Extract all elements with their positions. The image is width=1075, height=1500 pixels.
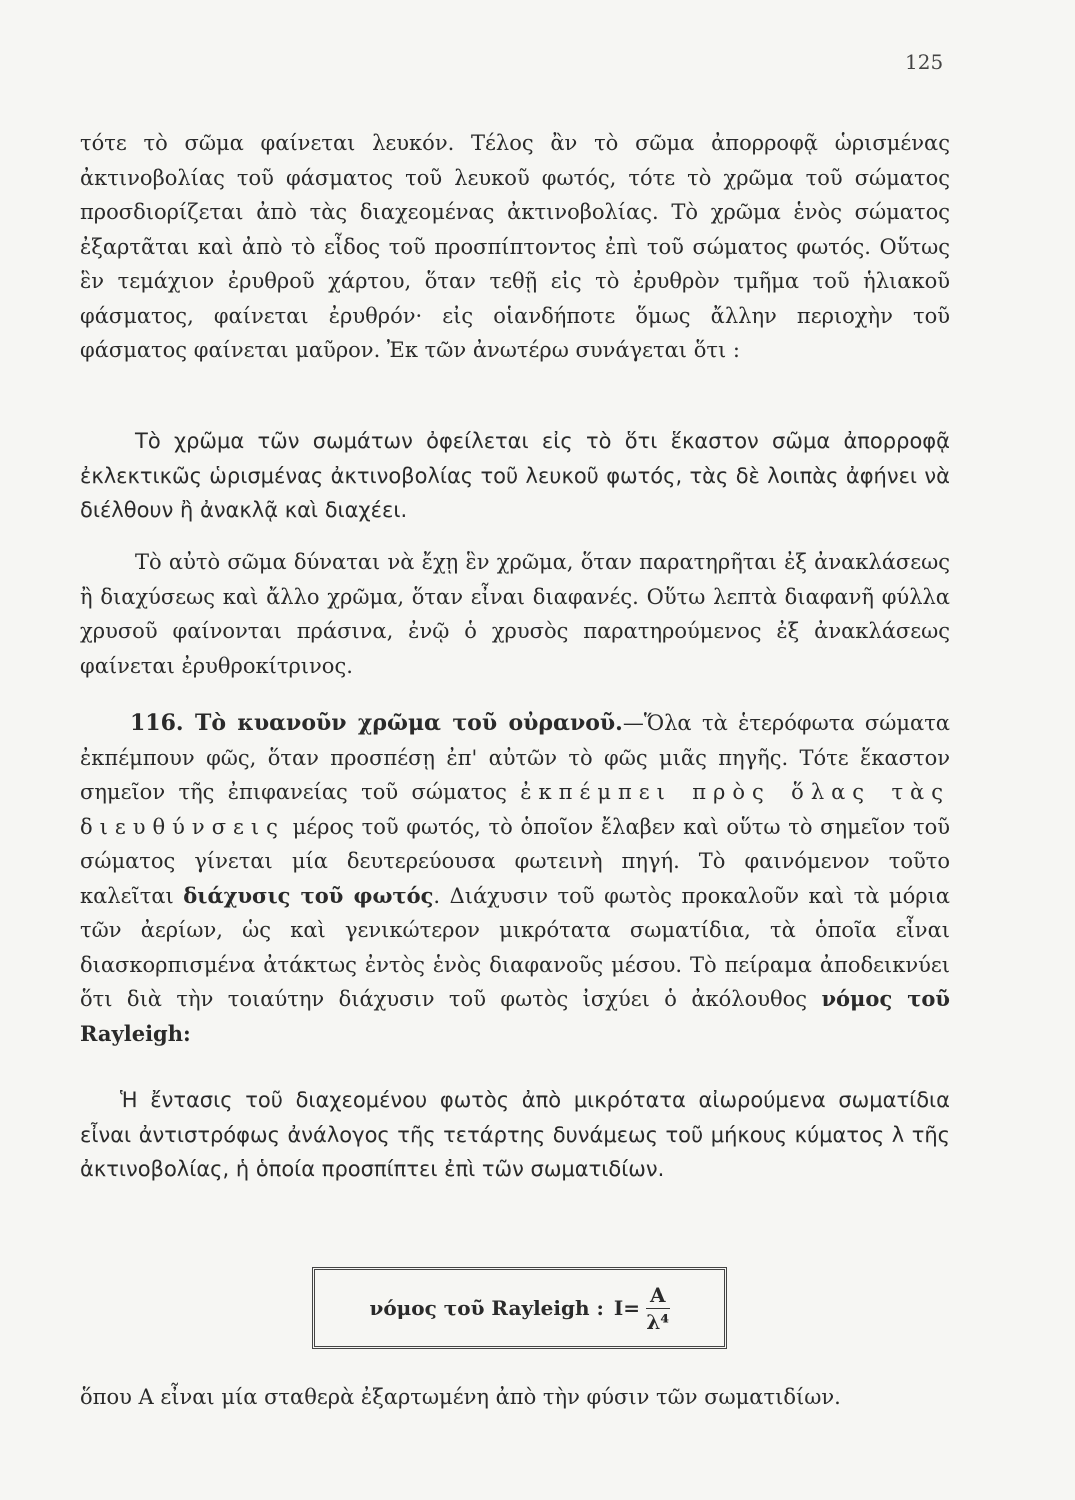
formula-lhs: I= (613, 1296, 641, 1320)
final-line: ὅπου A εἶναι μία σταθερὰ ἐξαρτωμένη ἀπὸ τὴν φύσιν τῶν σωματιδίων. (80, 1385, 841, 1409)
page-number: 125 (905, 50, 944, 74)
section-116 (80, 706, 950, 1051)
paragraph-reflection-transmission: Τὸ αὐτὸ σῶμα δύναται νὰ ἔχῃ ἓν χρῶμα, ὅταν παρατηρῆται ἐξ ἀνακλάσεως ἢ διαχύσεως καὶ ἄλλο χρῶμα, ὅταν εἶναι διαφανές. Οὕτω λεπτὰ διαφανῆ φύλλα χρυσοῦ φαίνονται πράσινα, ἐνῷ ὁ χρυσὸς παρατηρούμενος ἐξ ἀνακλάσεως φαίνεται ἐρυθροκίτρινος. (80, 550, 950, 678)
rule-color-selective-absorption: Τὸ χρῶμα τῶν σωμάτων ὀφείλεται εἰς τὸ ὅτι ἕκαστον σῶμα ἀπορροφᾷ ἐκλεκτικῶς ὡρισμένας ἀκτινοβολίας τοῦ λευκοῦ φωτός, τὰς δὲ λοιπὰς ἀφήνει νὰ διέλθουν ἢ ἀνακλᾷ καὶ διαχέει. (80, 429, 950, 522)
formula-label: νόμος τοῦ Rayleigh : (369, 1296, 604, 1320)
section-text-c: . Διάχυσιν τοῦ φωτὸς προκαλοῦν καὶ τὰ μόρια τῶν ἀερίων, ὡς καὶ γενικώτερον μικρότατα σωματίδια, τὰ ὁποῖα εἶναι διασκορπισμένα ἀτάκτως ἐντὸς ἑνὸς διαφανοῦς μέσου. Τὸ πείραμα ἀποδεικνύει ὅτι διὰ τὴν τοιαύτην διάχυσιν τοῦ φωτὸς ἰσχύει ὁ ἀκόλουθος (80, 883, 950, 1011)
paragraph-color-of-bodies: τότε τὸ σῶμα φαίνεται λευκόν. Τέλος ἂν τὸ σῶμα ἀπορροφᾷ ὡρισμένας ἀκτινοβολίας τοῦ φάσματος τοῦ λευκοῦ φωτός, τότε τὸ χρῶμα τοῦ σώματος προσδιορίζεται ἀπὸ τὰς διαχεομένας ἀκτινοβολίας. Τὸ χρῶμα ἑνὸς σώματος ἐξαρτᾶται καὶ ἀπὸ τὸ εἶδος τοῦ προσπίπτοντος ἐπὶ τοῦ σώματος φωτός. Οὕτως ἓν τεμάχιον ἐρυθροῦ χάρτου, ὅταν τεθῇ εἰς τὸ ἐρυθρὸν τμῆμα τοῦ ἡλιακοῦ φάσματος, φαίνεται ἐρυθρόν· εἰς οἱανδήποτε ὅμως ἄλλην περιοχὴν τοῦ φάσματος φαίνεται μαῦρον. Ἐκ τῶν ἀνωτέρω συνάγεται ὅτι : (80, 131, 950, 362)
formula-denominator: λ⁴ (646, 1309, 670, 1334)
formula-fraction (646, 1282, 670, 1335)
term-diffusion-of-light: διάχυσις τοῦ φωτός (183, 882, 434, 908)
formula-numerator: A (646, 1282, 670, 1309)
section-text-a: —Ὅλα τὰ ἑτερόφωτα σώματα ἐκπέμπουν φῶς, ὅταν προσπέσῃ ἐπ' αὐτῶν τὸ φῶς μιᾶς πηγῆς. Τότε ἕκαστον σημεῖον τῆς ἐπιφανείας τοῦ σώματος (80, 711, 950, 804)
formula-box (312, 1267, 727, 1349)
rule-rayleigh: Ἡ ἔντασις τοῦ διαχεομένου φωτὸς ἀπὸ μικρότατα αἰωρούμενα σωματίδια εἶναι ἀντιστρόφως ἀνάλογος τῆς τετάρτης δυνάμεως τοῦ μήκους κύματος λ τῆς ἀκτινοβολίας, ἡ ὁποία προσπίπτει ἐπὶ τῶν σωματιδίων. (80, 1088, 950, 1181)
law-name: νόμος τοῦ Rayleigh: (80, 986, 950, 1046)
spaced-emphasis: ἐκπέμπει πρὸς ὅλας τὰς διευθύνσεις (80, 780, 951, 839)
section-heading: 116. Τὸ κυανοῦν χρῶμα τοῦ οὐρανοῦ. (130, 710, 623, 736)
section-text-b: μέρος τοῦ φωτός, τὸ ὁποῖον ἔλαβεν καὶ οὕτω τὸ σημεῖον τοῦ σώματος γίνεται μία δευτερεύουσα φωτεινὴ πηγή. Τὸ φαινόμενον τοῦτο καλεῖται (80, 814, 950, 908)
